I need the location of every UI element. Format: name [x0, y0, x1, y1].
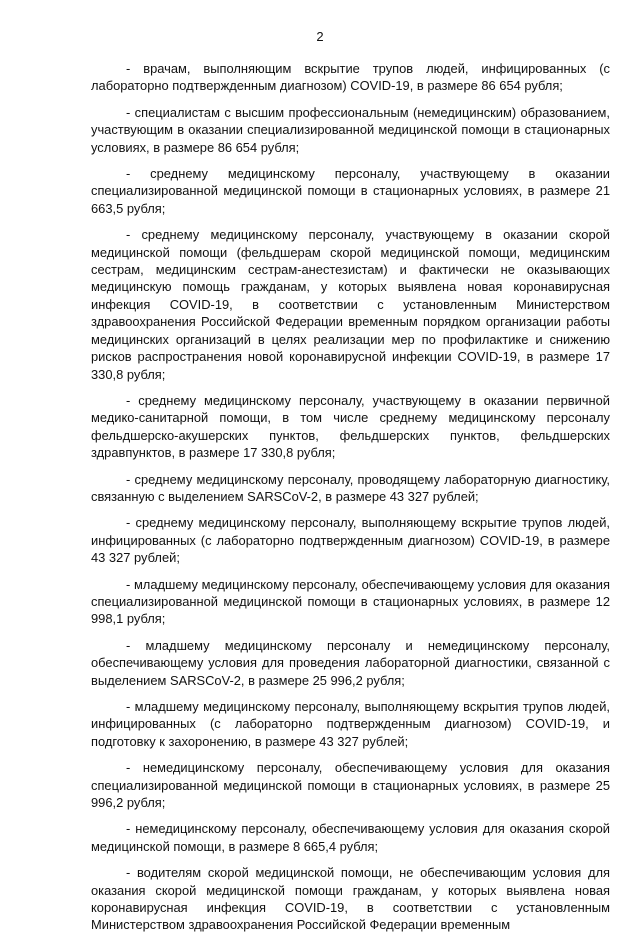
paragraph-mid-staff-primary-care: - среднему медицинскому персоналу, участвующему в оказании первичной медико-санитарной помощи, в том числе среднему медицинскому персоналу фельдшерско-акушерских пунктов, фельдшерских пунктов, фельдшерских здравпунктов, в размере 17 330,8 рубля;	[91, 392, 610, 461]
paragraph-mid-staff-lab-diagnostics: - среднему медицинскому персоналу, проводящему лабораторную диагностику, связанную с выделением SARSCoV-2, в размере 43 327 рублей;	[91, 471, 610, 504]
paragraph-nonmedical-inpatient: - немедицинскому персоналу, обеспечивающему условия для оказания специализированной медицинской помощи в стационарных условиях, в размере 25 996,2 рубля;	[91, 760, 610, 811]
paragraph-mid-staff-inpatient: - среднему медицинскому персоналу, участвующему в оказании специализированной медицинской помощи в стационарных условиях, в размере 21 663,5 рубля;	[91, 166, 610, 216]
paragraph-ambulance-drivers: - водителям скорой медицинской помощи, не обеспечивающим условия для оказания скорой медицинской помощи гражданам, у которых выявлена новая коронавирусная инфекция COVID-19, в соответствии с установленным Министерством здравоохранения Российской Федерации временным	[91, 865, 610, 933]
paragraph-nonmedical-emergency: - немедицинскому персоналу, обеспечивающему условия для оказания скорой медицинской помощи, в размере 8 665,4 рубля;	[91, 821, 610, 854]
paragraph-mid-staff-autopsy: - среднему медицинскому персоналу, выполняющему вскрытие трупов людей, инфицированных (с лабораторно подтвержденным диагнозом) COVID-19, в размере 43 327 рублей;	[91, 515, 610, 566]
paragraph-specialists-higher-education: - специалистам с высшим профессиональным (немедицинским) образованием, участвующим в оказании специализированной медицинской помощи в стационарных условиях, в размере 86 654 рубля;	[91, 104, 610, 155]
page-number: 2	[316, 29, 324, 44]
document-body	[91, 60, 610, 943]
paragraph-mid-staff-emergency: - среднему медицинскому персоналу, участвующему в оказании скорой медицинской помощи (фельдшерам скорой медицинской помощи, медицинским сестрам, медицинским сестрам-анестезистам) и фактически не оказывающих медицинскую помощь гражданам, у которых выявлена новая коронавирусная инфекция COVID-19, в соответствии с установленным Министерством здравоохранения Российской Федерации временным порядком организации работы медицинских организаций в целях реализации мер по профилактике и снижению рисков распространения новой коронавирусной инфекции COVID-19, в размере 17 330,8 рубля;	[91, 227, 610, 382]
paragraph-junior-nonmedical-lab: - младшему медицинскому персоналу и немедицинскому персоналу, обеспечивающему условия для проведения лабораторной диагностики, связанной с выделением SARSCoV-2, в размере 25 996,2 рубля;	[91, 637, 610, 688]
paragraph-doctors-autopsy: - врачам, выполняющим вскрытие трупов людей, инфицированных (с лабораторно подтвержденным диагнозом) COVID-19, в размере 86 654 рубля;	[91, 61, 610, 94]
paragraph-junior-staff-autopsy: - младшему медицинскому персоналу, выполняющему вскрытия трупов людей, инфицированных (с лабораторно подтвержденным диагнозом) COVID-19, и подготовку к захоронению, в размере 43 327 рублей;	[91, 699, 610, 749]
paragraph-junior-staff-inpatient: - младшему медицинскому персоналу, обеспечивающему условия для оказания специализированной медицинской помощи в стационарных условиях, в размере 12 998,1 рубля;	[91, 576, 610, 627]
